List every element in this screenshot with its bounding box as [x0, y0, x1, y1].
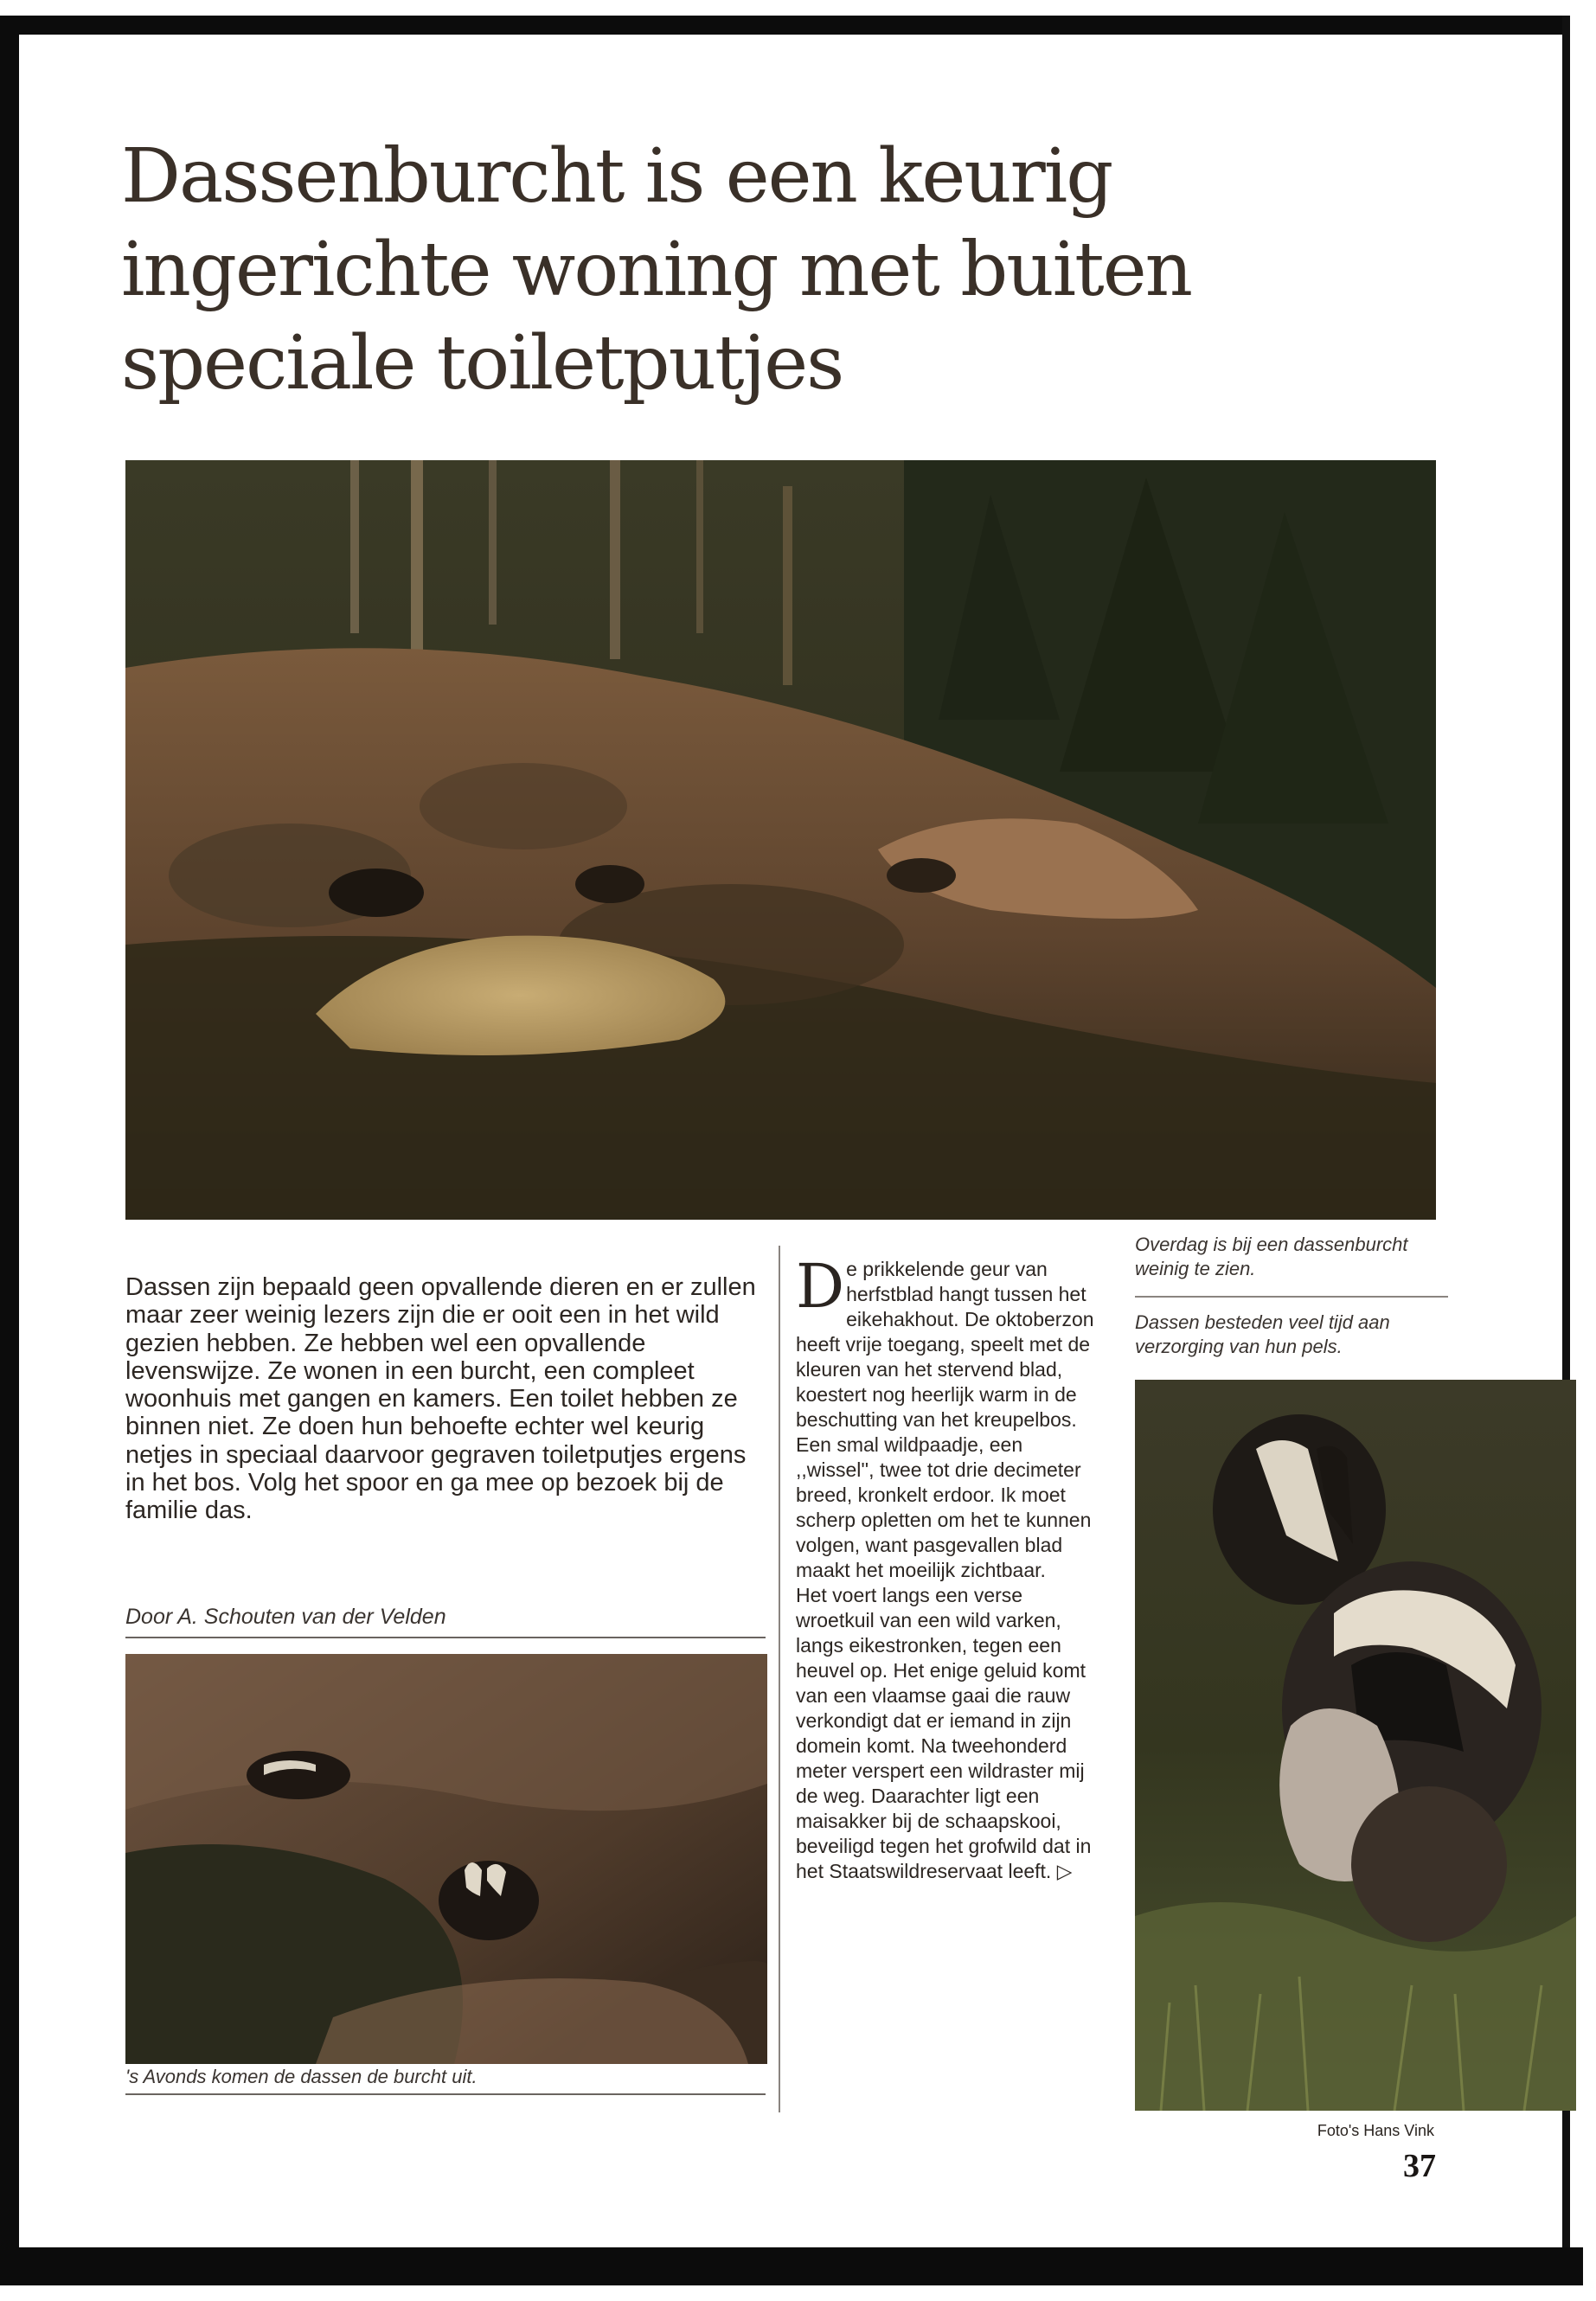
- caption-grooming-photo: Dassen besteden veel tijd aan verzorging van hun pels.: [1135, 1311, 1390, 1357]
- caption-divider: [1135, 1296, 1448, 1298]
- article-intro: Dassen zijn bepaald geen opvallende dieren en er zullen maar zeer weinig lezers zijn die er ooit een in het wild gezien hebben. Ze hebben wel een opvallende levenswijze. Ze wonen in een burcht, een compleet woonhuis met gangen en kamers. Een toilet hebben ze binnen niet. Ze doen hun behoefte echter wel keurig netjes in speciaal daarvoor gegraven toiletputjes ergens in het bos. Volg het spoor en ga mee op bezoek bij de familie das.: [125, 1273, 756, 1525]
- caption-sett-photo: Overdag is bij een dassenburcht weinig te zien.: [1135, 1234, 1408, 1279]
- article-title: Dassenburcht is een keurig ingerichte woning met buiten speciale toiletputjes: [121, 133, 1191, 407]
- bottom-border-bar: [0, 2247, 1583, 2285]
- sett-photo: [125, 460, 1436, 1220]
- body-paragraph-2: Het voert langs een verse wroetkuil van een wild varken, langs eikestronken, tegen een heuvel op. Het enige geluid komt van een vlaamse gaai die rauw verkondigt dat er iemand in zijn domein komt. Na tweehonderd meter verspert een wildraster mij de weg. Daarachter ligt een maisakker bij de schaapskooi, beveiligd tegen het grofwild dat in het Staatswildreservaat leeft. ▷: [796, 1584, 1092, 1882]
- column-divider: [779, 1246, 780, 2112]
- left-border-bar: [0, 35, 19, 2284]
- body-paragraph-1: e prikkelende geur van herfstblad hangt tussen het eikehakhout. De oktoberzon heeft vrije toegang, speelt met de kleuren van het stervend blad, koestert nog heerlijk warm in de beschutting van het kreupelbos. Een smal wildpaadje, een ,,wissel'', twee tot drie decimeter breed, kronkelt erdoor. Ik moet scherp opletten om het te kunnen volgen, want pasgevallen blad maakt het moeilijk zichtbaar.: [796, 1258, 1094, 1581]
- article-body: [796, 1251, 1104, 1884]
- caption-evening-photo: 's Avonds komen de dassen de burcht uit.: [125, 2066, 766, 2095]
- badgers-evening-photo: [125, 1654, 767, 2064]
- badgers-grooming-photo: [1135, 1380, 1576, 2111]
- top-border-bar: [0, 16, 1566, 35]
- drop-cap: D: [796, 1251, 845, 1322]
- continue-arrow-icon: ▷: [1056, 1860, 1073, 1882]
- byline: Door A. Schouten van der Velden: [125, 1605, 766, 1638]
- page-number: 37: [1403, 2148, 1436, 2184]
- photo-credit: Foto's Hans Vink: [1317, 2122, 1434, 2139]
